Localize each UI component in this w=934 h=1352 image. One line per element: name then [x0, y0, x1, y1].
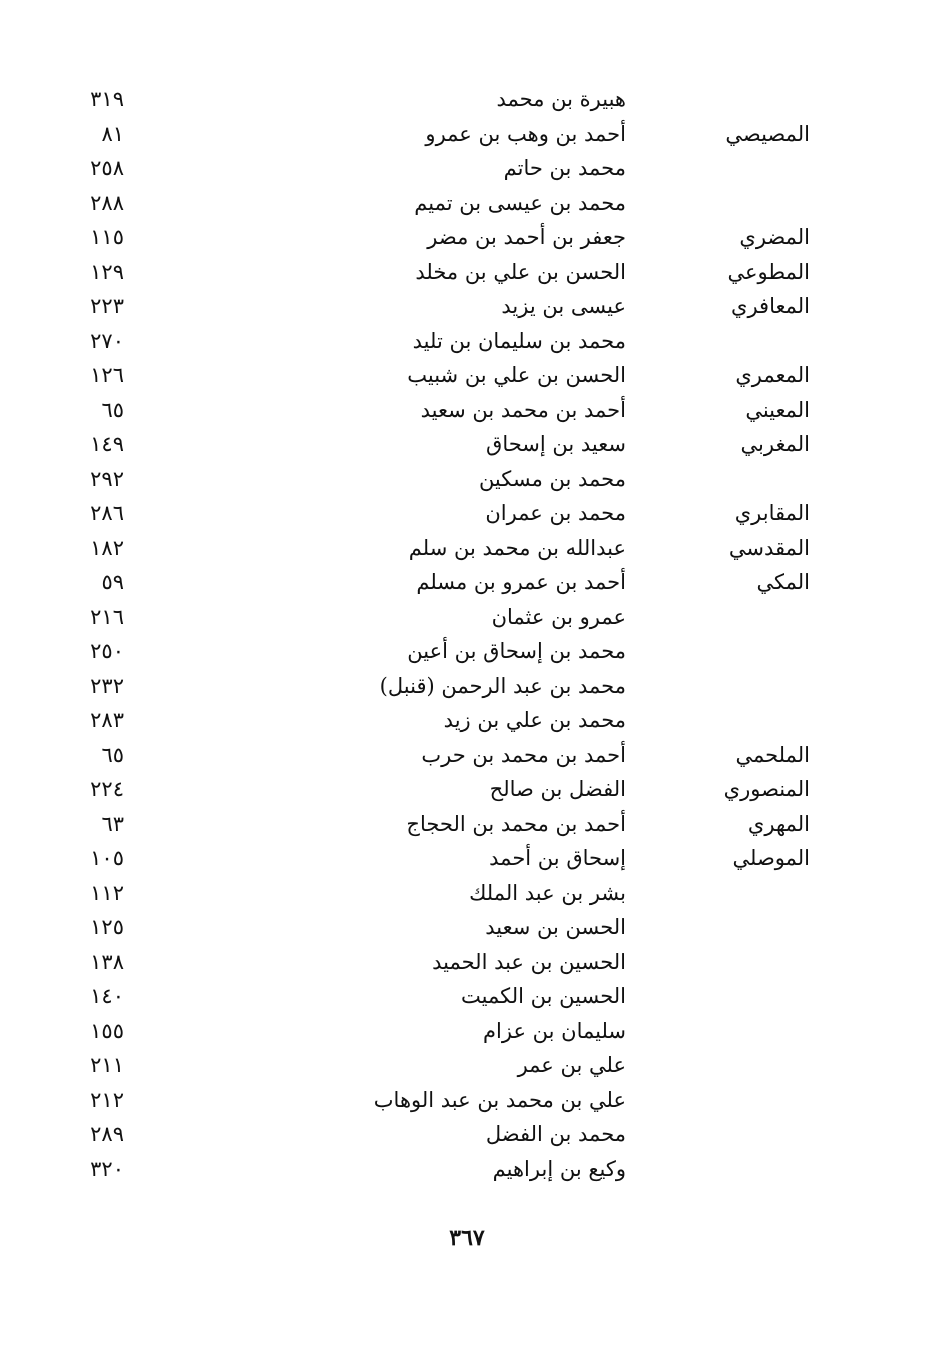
entry-page-ref: ٢٢٣ [90, 294, 124, 318]
index-entry [0, 462, 934, 497]
entry-nisba: المقابري [734, 501, 810, 525]
index-entry [0, 151, 934, 186]
entry-name: محمد بن عبد الرحمن (قنبل) [379, 673, 626, 698]
index-entry [0, 186, 934, 221]
entry-page-ref: ١٨٢ [90, 535, 124, 560]
entry-page-ref: ١٤٠ [90, 984, 124, 1008]
entry-name: محمد بن إسحاق بن أعين [407, 639, 626, 663]
entry-page-ref: ٢١٦ [90, 604, 124, 629]
entry-name: الحسين بن عبد الحميد [432, 949, 626, 974]
entry-page-ref: ١٠٥ [90, 846, 124, 870]
index-entry [0, 772, 934, 807]
entry-page-ref: ٢٨٩ [90, 1122, 124, 1146]
entry-nisba: المعيني [745, 397, 810, 422]
entry-name: الحسن بن علي بن مخلد [415, 259, 626, 284]
entry-nisba: الموصلي [732, 846, 810, 870]
entry-name: محمد بن سليمان بن تليد [412, 328, 626, 353]
entry-page-ref: ٢١١ [90, 1053, 124, 1077]
entry-name: عيسى بن يزيد [501, 294, 626, 318]
entry-page-ref: ١٤٩ [90, 432, 124, 456]
entry-page-ref: ٢١٢ [90, 1087, 124, 1112]
index-entry [0, 738, 934, 773]
index-entry [0, 807, 934, 842]
entry-nisba: المهري [747, 811, 810, 836]
entry-page-ref: ١١٢ [90, 880, 124, 905]
entry-name: محمد بن عمران [485, 501, 626, 525]
entry-page-ref: ٢٩٢ [90, 466, 124, 491]
index-entry [0, 289, 934, 324]
entry-page-ref: ٥٩ [101, 570, 124, 594]
entry-nisba: المعافري [731, 294, 810, 318]
entry-page-ref: ٢٨٦ [90, 501, 124, 525]
entry-name: أحمد بن محمد بن حرب [421, 742, 626, 767]
entry-nisba: المطوعي [727, 259, 810, 284]
entry-name: محمد بن مسكين [478, 466, 626, 491]
entry-page-ref: ٢٨٣ [90, 708, 124, 732]
page-number: ٣٦٧ [449, 1225, 485, 1251]
entry-page-ref: ٨١ [101, 121, 124, 146]
entry-page-ref: ٢٨٨ [90, 190, 124, 215]
entry-name: علي بن محمد بن عبد الوهاب [373, 1087, 626, 1112]
index-list [0, 82, 934, 1186]
index-entry [0, 1048, 934, 1083]
entry-name: أحمد بن عمرو بن مسلم [416, 570, 626, 594]
entry-page-ref: ٢٣٢ [90, 673, 124, 698]
entry-name: هبيرة بن محمد [496, 87, 626, 111]
index-entry [0, 255, 934, 290]
index-entry [0, 358, 934, 393]
index-entry [0, 82, 934, 117]
entry-page-ref: ١٢٦ [90, 363, 124, 387]
entry-name: بشر بن عبد الملك [469, 880, 626, 905]
entry-name: أحمد بن وهب بن عمرو [425, 121, 626, 146]
index-entry [0, 634, 934, 669]
entry-name: سليمان بن عزام [483, 1018, 626, 1043]
entry-page-ref: ٣٢٠ [90, 1156, 124, 1181]
index-entry [0, 220, 934, 255]
entry-nisba: المضري [739, 225, 810, 249]
entry-name: سعيد بن إسحاق [486, 432, 626, 456]
entry-name: الحسن بن علي بن شبيب [407, 363, 626, 387]
entry-nisba: المصيصي [725, 121, 810, 146]
entry-name: أحمد بن محمد بن الحجاج [406, 811, 626, 836]
entry-name: إسحاق بن أحمد [489, 846, 626, 870]
index-entry [0, 1152, 934, 1187]
index-entry [0, 496, 934, 531]
entry-page-ref: ١٢٩ [90, 259, 124, 284]
entry-name: عمرو بن عثمان [491, 604, 626, 629]
index-entry [0, 324, 934, 359]
entry-name: محمد بن عيسى بن تميم [414, 190, 626, 215]
entry-name: عبدالله بن محمد بن سلم [408, 535, 626, 560]
index-entry [0, 945, 934, 980]
index-entry [0, 1014, 934, 1049]
entry-page-ref: ٢٥٨ [90, 156, 124, 180]
index-entry [0, 703, 934, 738]
entry-page-ref: ٦٣ [101, 811, 124, 836]
index-entry [0, 841, 934, 876]
entry-page-ref: ٢٢٤ [90, 777, 124, 801]
index-entry [0, 876, 934, 911]
entry-name: جعفر بن أحمد بن مضر [427, 225, 626, 249]
index-entry [0, 117, 934, 152]
entry-nisba: المغربي [740, 432, 810, 456]
index-entry [0, 393, 934, 428]
entry-name: الحسن بن سعيد [485, 915, 626, 939]
entry-page-ref: ٦٥ [101, 742, 124, 767]
entry-page-ref: ١١٥ [90, 225, 124, 249]
index-entry [0, 565, 934, 600]
index-entry [0, 669, 934, 704]
entry-name: الحسين بن الكميت [461, 984, 626, 1008]
entry-page-ref: ٢٥٠ [90, 639, 124, 663]
entry-name: علي بن عمر [517, 1053, 626, 1077]
entry-page-ref: ١٢٥ [90, 915, 124, 939]
index-entry [0, 427, 934, 462]
entry-page-ref: ١٣٨ [90, 949, 124, 974]
index-entry [0, 531, 934, 566]
index-entry [0, 1117, 934, 1152]
entry-page-ref: ٣١٩ [90, 87, 124, 111]
entry-name: محمد بن حاتم [503, 156, 626, 180]
index-entry [0, 1083, 934, 1118]
entry-nisba: المكي [756, 570, 810, 594]
entry-page-ref: ٢٧٠ [90, 328, 124, 353]
entry-name: محمد بن علي بن زيد [443, 708, 626, 732]
index-entry [0, 979, 934, 1014]
entry-name: أحمد بن محمد بن سعيد [420, 397, 626, 422]
index-entry [0, 910, 934, 945]
entry-name: محمد بن الفضل [485, 1122, 626, 1146]
entry-nisba: المعمري [735, 363, 810, 387]
entry-name: الفضل بن صالح [489, 777, 626, 801]
entry-nisba: الملحمي [735, 742, 810, 767]
index-entry [0, 600, 934, 635]
entry-page-ref: ١٥٥ [90, 1018, 124, 1043]
entry-nisba: المقدسي [728, 535, 810, 560]
entry-nisba: المنصوري [723, 777, 810, 801]
entry-name: وكيع بن إبراهيم [492, 1156, 626, 1181]
entry-page-ref: ٦٥ [101, 397, 124, 422]
